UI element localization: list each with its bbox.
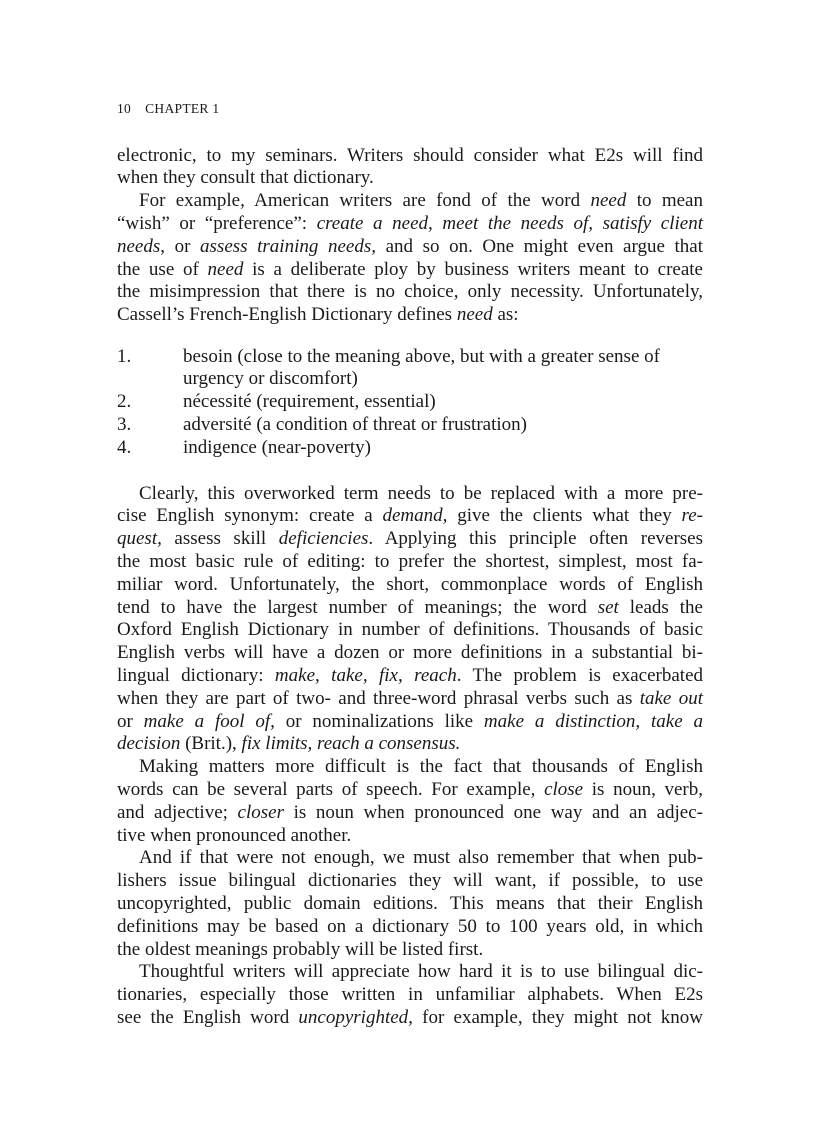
text-span: and adjective; (117, 801, 238, 823)
paragraph (117, 190, 703, 327)
list-number: 4. (117, 436, 132, 458)
text-line (117, 1007, 703, 1030)
text-line (117, 190, 703, 213)
text-line (117, 597, 703, 620)
text-line (117, 505, 703, 528)
text-span: lingual dictionary: (117, 664, 275, 686)
italic-text: closer (237, 801, 284, 823)
italic-text: deficiencies (278, 528, 369, 550)
text-span: to mean (626, 190, 703, 212)
text-span: tionaries, especially those written in unfamiliar alphabets. When E2s (117, 984, 703, 1006)
text-line (117, 711, 703, 734)
italic-text: create a need, meet the needs of, satisfy client (316, 212, 703, 234)
list-text: besoin (close to the meaning above, but with a greater sense of (183, 345, 660, 367)
text-span: the oldest meanings probably will be listed first. (117, 938, 484, 960)
italic-text: fix limits, reach a consensus. (241, 733, 461, 755)
text-span: assess skill (161, 528, 279, 550)
list-text: indigence (near-poverty) (183, 436, 371, 458)
text-span: words can be several parts of speech. For example, (117, 778, 545, 800)
text-span: miliar word. Unfortunately, the short, commonplace words of English (117, 573, 703, 595)
text-line (117, 825, 703, 848)
text-line (117, 756, 703, 779)
list-number: 2. (117, 391, 132, 413)
running-head: CHAPTER 1 (145, 101, 220, 116)
list-item-line (117, 437, 703, 460)
list-item (117, 346, 703, 392)
text-line (117, 619, 703, 642)
paragraph (117, 756, 703, 847)
italic-text: re- (681, 505, 703, 527)
text-span: (Brit.), (180, 733, 242, 755)
list-item-line (117, 346, 703, 369)
text-span: . The problem is exacerbated (456, 664, 704, 686)
italic-text: decision (117, 733, 181, 755)
text-line (117, 847, 703, 870)
text-line (117, 939, 703, 962)
text-span: is a deliberate ploy by business writers meant to create (243, 258, 703, 280)
paragraph (117, 145, 703, 191)
italic-text: need (207, 258, 244, 280)
list-text: nécessité (requirement, essential) (183, 391, 436, 413)
text-span: tend to have the largest number of meanings; the word (117, 596, 598, 618)
body-text-top (117, 145, 703, 327)
text-span: For example, American writers are fond of the word (139, 190, 591, 212)
list-item (117, 437, 703, 460)
text-span: definitions may be based on a dictionary 50 to 100 years old, in which (117, 915, 703, 937)
italic-text: make, take, fix, reach (274, 664, 457, 686)
text-span: or nominalizations like (274, 710, 484, 732)
text-span: tive when pronounced another. (117, 824, 352, 846)
text-line (117, 984, 703, 1007)
text-span: give the clients what they (447, 505, 682, 527)
text-span: Cassell’s French-English Dictionary defines (117, 304, 457, 326)
text-line (117, 281, 703, 304)
list-text: adversité (a condition of threat or frustration) (183, 413, 527, 435)
text-span: electronic, to my seminars. Writers should consider what E2s will find (117, 144, 703, 166)
text-span: see the English word (117, 1006, 299, 1028)
text-span: English verbs will have a dozen or more definitions in a substantial bi- (117, 642, 703, 664)
text-span: the use of (117, 258, 208, 280)
text-span: lishers issue bilingual dictionaries they will want, if possible, to use (117, 870, 703, 892)
text-span: . Applying this principle often reverses (368, 528, 703, 550)
text-span: uncopyrighted, public domain editions. This means that their English (117, 892, 703, 914)
italic-text: uncopyrighted, (298, 1006, 413, 1028)
text-line (117, 528, 703, 551)
italic-text: set (597, 596, 619, 618)
text-line (117, 893, 703, 916)
text-line (117, 779, 703, 802)
text-line (117, 304, 703, 327)
body-text-bottom (117, 483, 703, 1030)
text-span: when they consult that dictionary. (117, 167, 374, 189)
text-line (117, 551, 703, 574)
italic-text: make a fool of, (143, 710, 275, 732)
text-line (117, 213, 703, 236)
text-span: leads the (618, 596, 703, 618)
text-line (117, 574, 703, 597)
text-span: is noun, verb, (583, 778, 703, 800)
text-line (117, 802, 703, 825)
text-line (117, 145, 703, 168)
text-span: And if that were not enough, we must also remember that when pub- (139, 847, 703, 869)
text-span: or (117, 710, 144, 732)
definition-list (117, 346, 703, 460)
list-item-line (117, 414, 703, 437)
text-span: for example, they might not know (412, 1006, 704, 1028)
text-line (117, 870, 703, 893)
text-line (117, 916, 703, 939)
text-line (117, 483, 703, 506)
text-span: the most basic rule of editing: to prefer the shortest, simplest, most fa- (117, 550, 703, 572)
paragraph (117, 847, 703, 961)
italic-text: need (456, 304, 493, 326)
text-span: is noun when pronounced one way and an adjec- (283, 801, 704, 823)
text-line (117, 642, 703, 665)
list-item-line (117, 391, 703, 414)
text-line (117, 961, 703, 984)
text-span: when they are part of two- and three-word phrasal verbs such as (117, 687, 640, 709)
italic-text: demand, (382, 505, 448, 527)
text-span: , or (160, 235, 201, 257)
text-span: and so on. One might even argue that (375, 235, 703, 257)
list-number: 3. (117, 413, 132, 435)
paragraph (117, 961, 703, 1029)
text-span: cise English synonym: create a (117, 505, 383, 527)
text-line (117, 259, 703, 282)
text-line (117, 665, 703, 688)
italic-text: make a distinction, take a (483, 710, 703, 732)
text-line (117, 236, 703, 259)
text-line (117, 688, 703, 711)
text-span: “wish” or “preference”: (117, 212, 317, 234)
italic-text: need (590, 190, 627, 212)
italic-text: close (544, 778, 584, 800)
text-line (117, 733, 703, 756)
italic-text: assess training needs, (200, 235, 376, 257)
list-item-continuation: urgency or discomfort) (183, 368, 358, 390)
text-span: Making matters more difficult is the fact that thousands of English (139, 756, 703, 778)
text-span: the misimpression that there is no choice, only necessity. Unfortunately, (117, 281, 703, 303)
italic-text: needs (117, 235, 161, 257)
running-header (117, 101, 233, 117)
list-number: 1. (117, 345, 132, 367)
list-item (117, 414, 703, 437)
text-span: as: (492, 304, 519, 326)
text-line (117, 167, 703, 190)
text-span: Thoughtful writers will appreciate how hard it is to use bilingual dic- (139, 961, 703, 983)
paragraph (117, 483, 703, 757)
page-number: 10 (117, 101, 132, 116)
italic-text: take out (639, 687, 703, 709)
text-span: Clearly, this overworked term needs to be replaced with a more pre- (139, 482, 703, 504)
italic-text: quest, (117, 528, 162, 550)
list-item (117, 391, 703, 414)
text-span: Oxford English Dictionary in number of definitions. Thousands of basic (117, 619, 703, 641)
